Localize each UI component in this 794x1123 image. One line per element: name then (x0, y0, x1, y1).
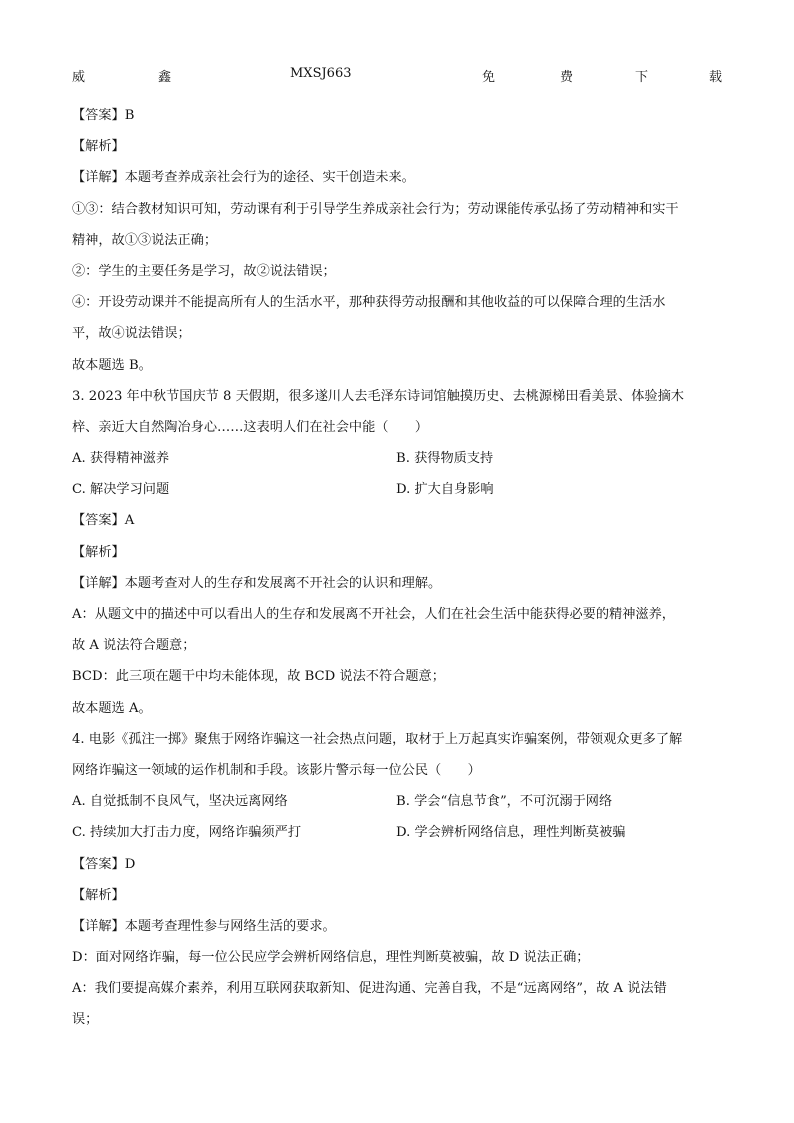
answer-label: 【答案】A (72, 513, 135, 529)
answer-label: 【答案】B (72, 108, 135, 123)
header-char: 鑫 (158, 70, 172, 85)
option-c: C. 解决学习问题 (72, 482, 170, 498)
detail-paragraph: 【详解】本题考查理性参与网络生活的要求。 (72, 918, 336, 934)
question-stem: 3. 2023 年中秋节国庆节 8 天假期，很多遂川人去毛泽东诗词馆触摸历史、去桃源梯田看美景、体验摘木 (72, 388, 684, 404)
option-d: D. 扩大自身影响 (396, 482, 494, 498)
explanation-line: 精神，故①③说法正确； (72, 232, 218, 248)
analysis-label: 【解析】 (72, 544, 125, 560)
explanation-line: ①③：结合教材知识可知，劳动课有利于引导学生养成亲社会行为；劳动课能传承弘扬了劳动精神和实干 (72, 201, 679, 217)
option-row (72, 786, 724, 817)
question-stem: 网络诈骗这一领域的运作机制和手段。该影片警示每一位公民（ ） (72, 762, 481, 778)
option-row (72, 474, 724, 505)
analysis-label: 【解析】 (72, 887, 125, 903)
header-char: 载 (709, 70, 723, 85)
header-char: 免 (482, 70, 496, 85)
conclusion-line: 故本题选 B。 (72, 357, 152, 373)
conclusion-line: 故本题选 A。 (72, 700, 152, 716)
detail-paragraph: 【详解】本题考查对人的生存和发展离不开社会的认识和理解。 (72, 575, 442, 591)
option-a: A. 自觉抵制不良风气，坚决远离网络 (72, 794, 288, 810)
page-header (72, 66, 722, 86)
option-row (72, 817, 724, 848)
header-code: MXSJ663 (290, 66, 352, 81)
option-row (72, 443, 724, 474)
explanation-line: A：我们要提高媒介素养，利用互联网获取新知、促进沟通、完善自我，不是“远离网络”，故 A 说法错 (72, 981, 667, 997)
explanation-line: 平，故④说法错误； (72, 326, 191, 342)
answer-label: 【答案】D (72, 856, 136, 872)
explanation-line: A：从题文中的描述中可以看出人的生存和发展离不开社会，人们在社会生活中能获得必要的精神滋养， (72, 607, 675, 622)
explanation-line: 误； (72, 1012, 99, 1028)
explanation-line: ④：开设劳动课并不能提高所有人的生活水平，那种获得劳动报酬和其他收益的可以保障合理的生活水 (72, 295, 666, 311)
header-char: 费 (560, 70, 574, 85)
explanation-line: D：面对网络诈骗，每一位公民应学会辨析网络信息，理性判断莫被骗，故 D 说法正确； (72, 950, 590, 966)
detail-paragraph: 【详解】本题考查养成亲社会行为的途径、实干创造未来。 (72, 170, 415, 186)
analysis-label: 【解析】 (72, 139, 125, 155)
option-b: B. 学会“信息节食”，不可沉溺于网络 (396, 794, 613, 810)
header-char: 下 (635, 70, 649, 85)
explanation-line: BCD：此三项在题干中均未能体现，故 BCD 说法不符合题意； (72, 669, 445, 685)
option-b: B. 获得物质支持 (396, 451, 494, 467)
option-a: A. 获得精神滋养 (72, 451, 170, 467)
question-stem: 梓、亲近大自然陶冶身心……这表明人们在社会中能（ ） (72, 419, 429, 435)
option-c: C. 持续加大打击力度，网络诈骗须严打 (72, 825, 302, 841)
option-d: D. 学会辨析网络信息，理性判断莫被骗 (396, 825, 626, 841)
explanation-line: ②：学生的主要任务是学习，故②说法错误； (72, 263, 336, 279)
document-body (72, 100, 724, 1036)
header-char: 威 (72, 70, 86, 85)
question-stem: 4. 电影《孤注一掷》聚焦于网络诈骗这一社会热点问题，取材于上万起真实诈骗案例，带领观众更多了解 (72, 731, 683, 747)
explanation-line: 故 A 说法符合题意； (72, 638, 196, 654)
